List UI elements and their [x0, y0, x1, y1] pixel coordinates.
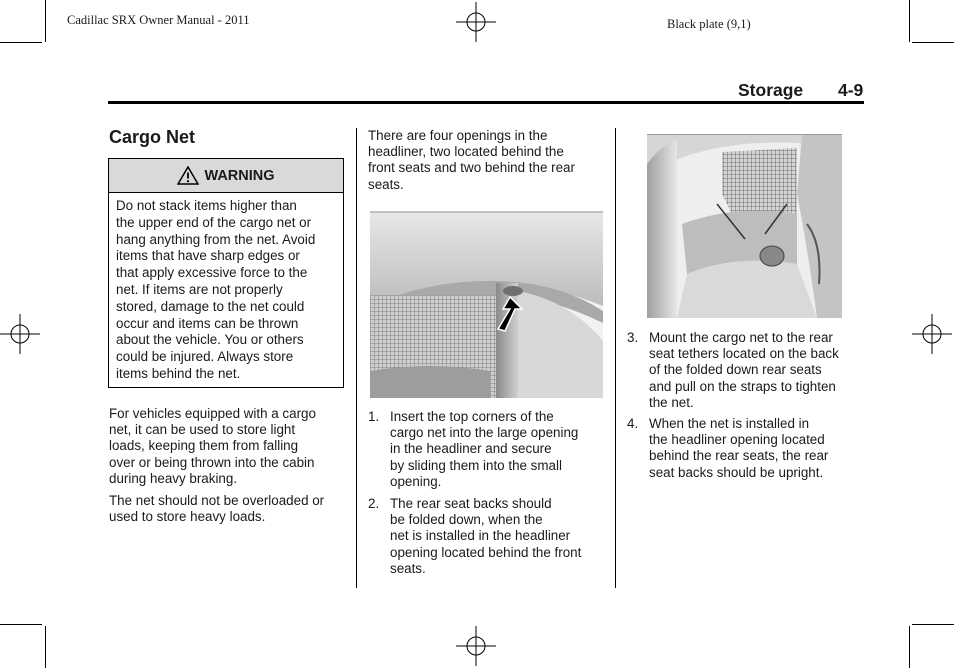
text-line: of the folded down rear seats: [649, 362, 822, 378]
text-line: seat backs should be upright.: [649, 464, 824, 480]
text-line: by sliding them into the small: [390, 457, 562, 473]
text-line: net, it can be used to store light: [109, 422, 296, 438]
text-line: during heavy braking.: [109, 470, 238, 486]
warning-line: items behind the net.: [116, 365, 241, 381]
step-1: [368, 409, 608, 491]
text-line: be folded down, when the: [390, 512, 543, 528]
text-line: in the headliner and secure: [390, 441, 552, 457]
step-number: 3.: [627, 330, 639, 345]
text-line: There are four openings in the: [368, 128, 548, 143]
text-line: over or being thrown into the cabin: [109, 454, 315, 470]
warning-line: occur and items can be thrown: [116, 315, 299, 331]
paragraph-overload: [109, 493, 324, 525]
header-rule: [108, 101, 864, 104]
text-line: net is installed in the headliner: [390, 528, 571, 544]
column-divider: [615, 128, 616, 588]
warning-line: items that have sharp edges or: [116, 248, 300, 264]
text-line: The rear seat backs should: [390, 496, 552, 511]
step-text: [390, 496, 581, 577]
step-3: [627, 330, 867, 412]
warning-line: the upper end of the cargo net or: [116, 214, 312, 230]
page-number: 4-9: [838, 80, 864, 100]
text-line: headliner, two located behind the: [368, 144, 564, 160]
registration-mark-icon: [0, 314, 40, 354]
text-line: Insert the top corners of the: [390, 409, 554, 424]
crop-mark: [912, 42, 954, 43]
warning-label: WARNING: [204, 167, 275, 184]
paragraph-usage: [109, 406, 316, 487]
text-line: and pull on the straps to tighten: [649, 378, 836, 394]
warning-line: about the vehicle. You or others: [116, 332, 304, 348]
warning-line: net. If items are not properly: [116, 281, 283, 297]
step-4: [627, 416, 867, 482]
paragraph-openings: [368, 128, 575, 193]
text-line: cargo net into the large opening: [390, 425, 579, 441]
registration-mark-icon: [912, 314, 952, 354]
text-line: opening located behind the front: [390, 544, 582, 560]
step-number: 1.: [368, 409, 380, 424]
text-line: the net.: [649, 394, 694, 410]
text-line: seat tethers located on the back: [649, 346, 839, 362]
text-line: When the net is installed in: [649, 416, 810, 431]
text-line: front seats and two behind the rear: [368, 160, 575, 176]
warning-line: Do not stack items higher than: [116, 198, 297, 213]
text-line: opening.: [390, 473, 442, 489]
text-line: behind the rear seats, the rear: [649, 448, 829, 464]
step-text: [649, 416, 828, 481]
manual-title: Cadillac SRX Owner Manual - 2011: [67, 13, 250, 27]
crop-mark: [0, 624, 42, 625]
plate-label: Black plate (9,1): [667, 17, 751, 31]
registration-mark-icon: [456, 2, 496, 42]
text-line: The net should not be overloaded or: [109, 493, 325, 508]
step-text: [649, 330, 839, 411]
text-line: used to store heavy loads.: [109, 509, 266, 525]
text-line: For vehicles equipped with a cargo: [109, 406, 316, 421]
warning-line: hang anything from the net. Avoid: [116, 231, 316, 247]
text-line: seats.: [390, 560, 426, 576]
crop-mark: [912, 624, 954, 625]
column-divider: [356, 128, 357, 588]
page-heading: Cargo Net: [109, 127, 196, 147]
crop-mark: [45, 0, 46, 42]
warning-header: [109, 159, 343, 193]
step-text: [390, 409, 578, 490]
warning-line: that apply excessive force to the: [116, 265, 308, 281]
crop-mark: [909, 626, 910, 668]
warning-line: stored, damage to the net could: [116, 298, 305, 314]
crop-mark: [909, 0, 910, 42]
warning-text: [109, 193, 343, 383]
text-line: seats.: [368, 176, 404, 192]
warning-box: [108, 158, 344, 388]
text-line: loads, keeping them from falling: [109, 438, 299, 454]
crop-mark: [45, 626, 46, 668]
step-number: 4.: [627, 416, 639, 431]
text-line: Mount the cargo net to the rear: [649, 330, 833, 345]
section-title: Storage: [738, 80, 804, 100]
text-line: the headliner opening located: [649, 432, 825, 448]
step-number: 2.: [368, 496, 380, 511]
registration-mark-icon: [456, 626, 496, 666]
crop-mark: [0, 42, 42, 43]
cargo-area-illustration: [647, 134, 842, 318]
warning-triangle-icon: [177, 166, 199, 185]
step-2: [368, 496, 608, 578]
warning-line: could be injured. Always store: [116, 349, 294, 365]
headliner-opening-illustration: [370, 211, 603, 398]
